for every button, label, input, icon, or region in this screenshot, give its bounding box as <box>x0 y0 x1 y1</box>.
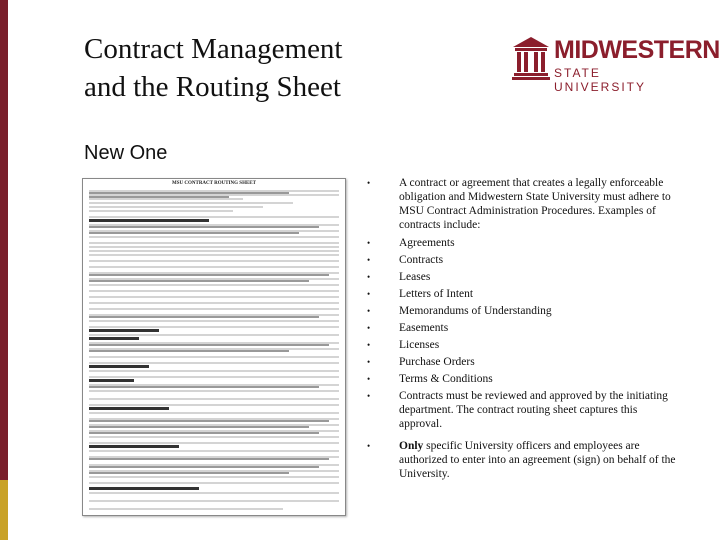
list-item <box>366 338 682 352</box>
list-item <box>366 355 682 369</box>
list-item-text: Terms & Conditions <box>399 373 493 385</box>
list-item <box>366 253 682 267</box>
logo-name: MIDWESTERN <box>554 36 720 64</box>
list-item-text: Purchase Orders <box>399 356 475 368</box>
list-item-authority <box>366 439 682 481</box>
list-item <box>366 270 682 284</box>
bullet-dot-icon: • <box>367 323 371 333</box>
title-line-1: Contract Management <box>84 33 343 65</box>
list-item <box>366 236 682 250</box>
authority-text: specific University officers and employees are authorized to enter into an agreement (sign) on behalf of the University. <box>399 440 676 480</box>
bullet-dot-icon: • <box>367 289 371 299</box>
list-item <box>366 389 682 431</box>
bullet-dot-icon: • <box>367 340 371 350</box>
list-item-text: Contracts must be reviewed and approved by the initiating department. The contract routing sheet captures this approval. <box>399 390 668 430</box>
list-item-text: Easements <box>399 322 449 334</box>
authority-bold-text: Only <box>399 440 424 452</box>
bullet-dot-icon: • <box>367 178 371 188</box>
list-item-text: Contracts <box>399 254 444 266</box>
routing-sheet-heading: MSU CONTRACT ROUTING SHEET <box>172 181 256 186</box>
bullet-dot-icon: • <box>367 391 371 401</box>
intro-text: A contract or agreement that creates a legally enforceable obligation and Midwestern State University must adhere to MSU Contract Administration Procedures. Examples of contracts include: <box>399 177 671 231</box>
contract-info-list <box>366 176 682 484</box>
logo-subtitle: STATE UNIVERSITY <box>554 66 647 94</box>
bullet-dot-icon: • <box>367 374 371 384</box>
slide-subtitle: New One <box>84 142 168 164</box>
list-item <box>366 321 682 335</box>
left-accent-gold <box>0 480 8 540</box>
bullet-dot-icon: • <box>367 272 371 282</box>
building-icon <box>512 36 550 80</box>
bullet-dot-icon: • <box>367 306 371 316</box>
list-item-text: Agreements <box>399 237 455 249</box>
list-item-text: Leases <box>399 271 431 283</box>
university-logo <box>512 34 720 94</box>
left-accent-bar <box>0 0 8 540</box>
bullet-dot-icon: • <box>367 255 371 265</box>
routing-sheet-form-lines <box>83 179 345 515</box>
list-item-text: Memorandums of Understanding <box>399 305 552 317</box>
bullet-dot-icon: • <box>367 238 371 248</box>
list-item-text: Letters of Intent <box>399 288 474 300</box>
list-item <box>366 304 682 318</box>
list-item <box>366 372 682 386</box>
list-item-intro <box>366 176 682 232</box>
routing-sheet-thumbnail <box>82 178 346 516</box>
list-item-text: Licenses <box>399 339 440 351</box>
slide-title <box>84 30 343 106</box>
bullet-dot-icon: • <box>367 441 371 451</box>
list-item <box>366 287 682 301</box>
title-line-2: and the Routing Sheet <box>84 71 341 103</box>
bullet-dot-icon: • <box>367 357 371 367</box>
